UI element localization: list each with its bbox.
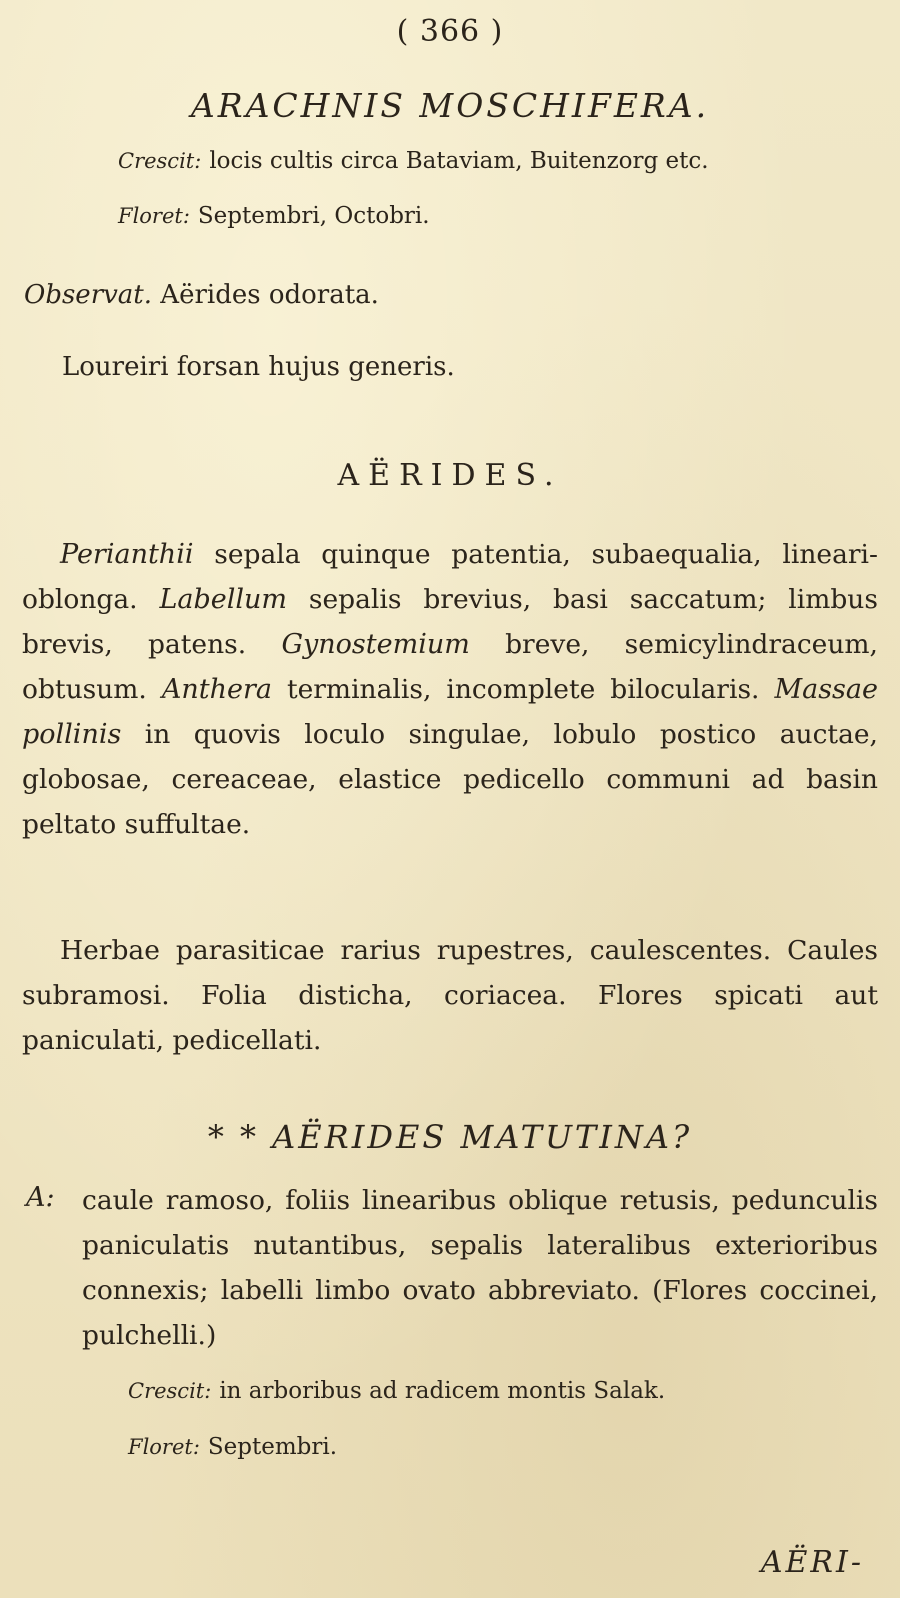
labellum-text: sepalis brevius, basi saccatum; limbus brevis, patens. xyxy=(22,584,878,660)
loureiri-line: Loureiri forsan hujus generis. xyxy=(62,352,455,382)
catchword: AËRI- xyxy=(760,1545,864,1580)
genus-title-aerides: AËRIDES. xyxy=(337,458,563,493)
observat-line xyxy=(24,280,379,310)
observat-text: Aërides odorata. xyxy=(160,280,379,310)
gynostemium-label: Gynostemium xyxy=(281,629,470,660)
floret-label: Floret: xyxy=(128,1435,200,1459)
habit-paragraph xyxy=(22,928,878,1063)
massae-pollinis-label: Massae pollinis xyxy=(22,674,878,750)
anthera-text: terminalis, incomplete bilocularis. xyxy=(286,674,760,705)
perianthii-text: sepala quinque patentia, subaequalia, lineari-oblonga. xyxy=(22,539,878,615)
habit-text: Herbae parasiticae rarius rupestres, caulescentes. Caules subramosi. Folia disticha, coriacea. Flores spicati aut paniculati, pedicellati. xyxy=(22,935,878,1056)
genus-description xyxy=(22,532,878,847)
diagnosis-text: caule ramoso, foliis linearibus oblique retusis, pedunculis paniculatis nutantibus, sepalis lateralibus exterioribus connexis; labelli limbo ovato abbreviato. (Flores coccinei, pulchelli.) xyxy=(82,1185,878,1351)
diagnosis-label: A: xyxy=(26,1182,55,1213)
floret-text: Septembri, Octobri. xyxy=(197,203,430,229)
anthera-label: Anthera xyxy=(161,674,272,705)
matutina-floret xyxy=(128,1434,337,1460)
matutina-crescit xyxy=(128,1378,665,1404)
crescit-label: Crescit: xyxy=(118,149,202,173)
massae-pollinis-text: in quovis loculo singulae, lobulo postico auctae, globosae, cereaceae, elastice pedicello communi ad basin peltato suffultae. xyxy=(22,719,878,840)
page-number: ( 366 ) xyxy=(396,14,504,49)
observat-label: Observat. xyxy=(24,280,153,310)
crescit-text: locis cultis circa Bataviam, Buitenzorg etc. xyxy=(209,148,709,174)
perianthii-label: Perianthii xyxy=(60,539,194,570)
labellum-label: Labellum xyxy=(159,584,288,615)
floret-text: Septembri. xyxy=(207,1434,338,1460)
floret-label: Floret: xyxy=(118,204,190,228)
species-title-arachnis: ARACHNIS MOSCHIFERA. xyxy=(190,86,710,125)
gynostemium-text: breve, semicylindraceum, obtusum. xyxy=(22,629,878,705)
arachnis-crescit xyxy=(118,148,709,174)
crescit-label: Crescit: xyxy=(128,1379,212,1403)
crescit-text: in arboribus ad radicem montis Salak. xyxy=(219,1378,666,1404)
species-title-matutina: * * AËRIDES MATUTINA? xyxy=(207,1118,693,1156)
arachnis-floret xyxy=(118,203,430,229)
